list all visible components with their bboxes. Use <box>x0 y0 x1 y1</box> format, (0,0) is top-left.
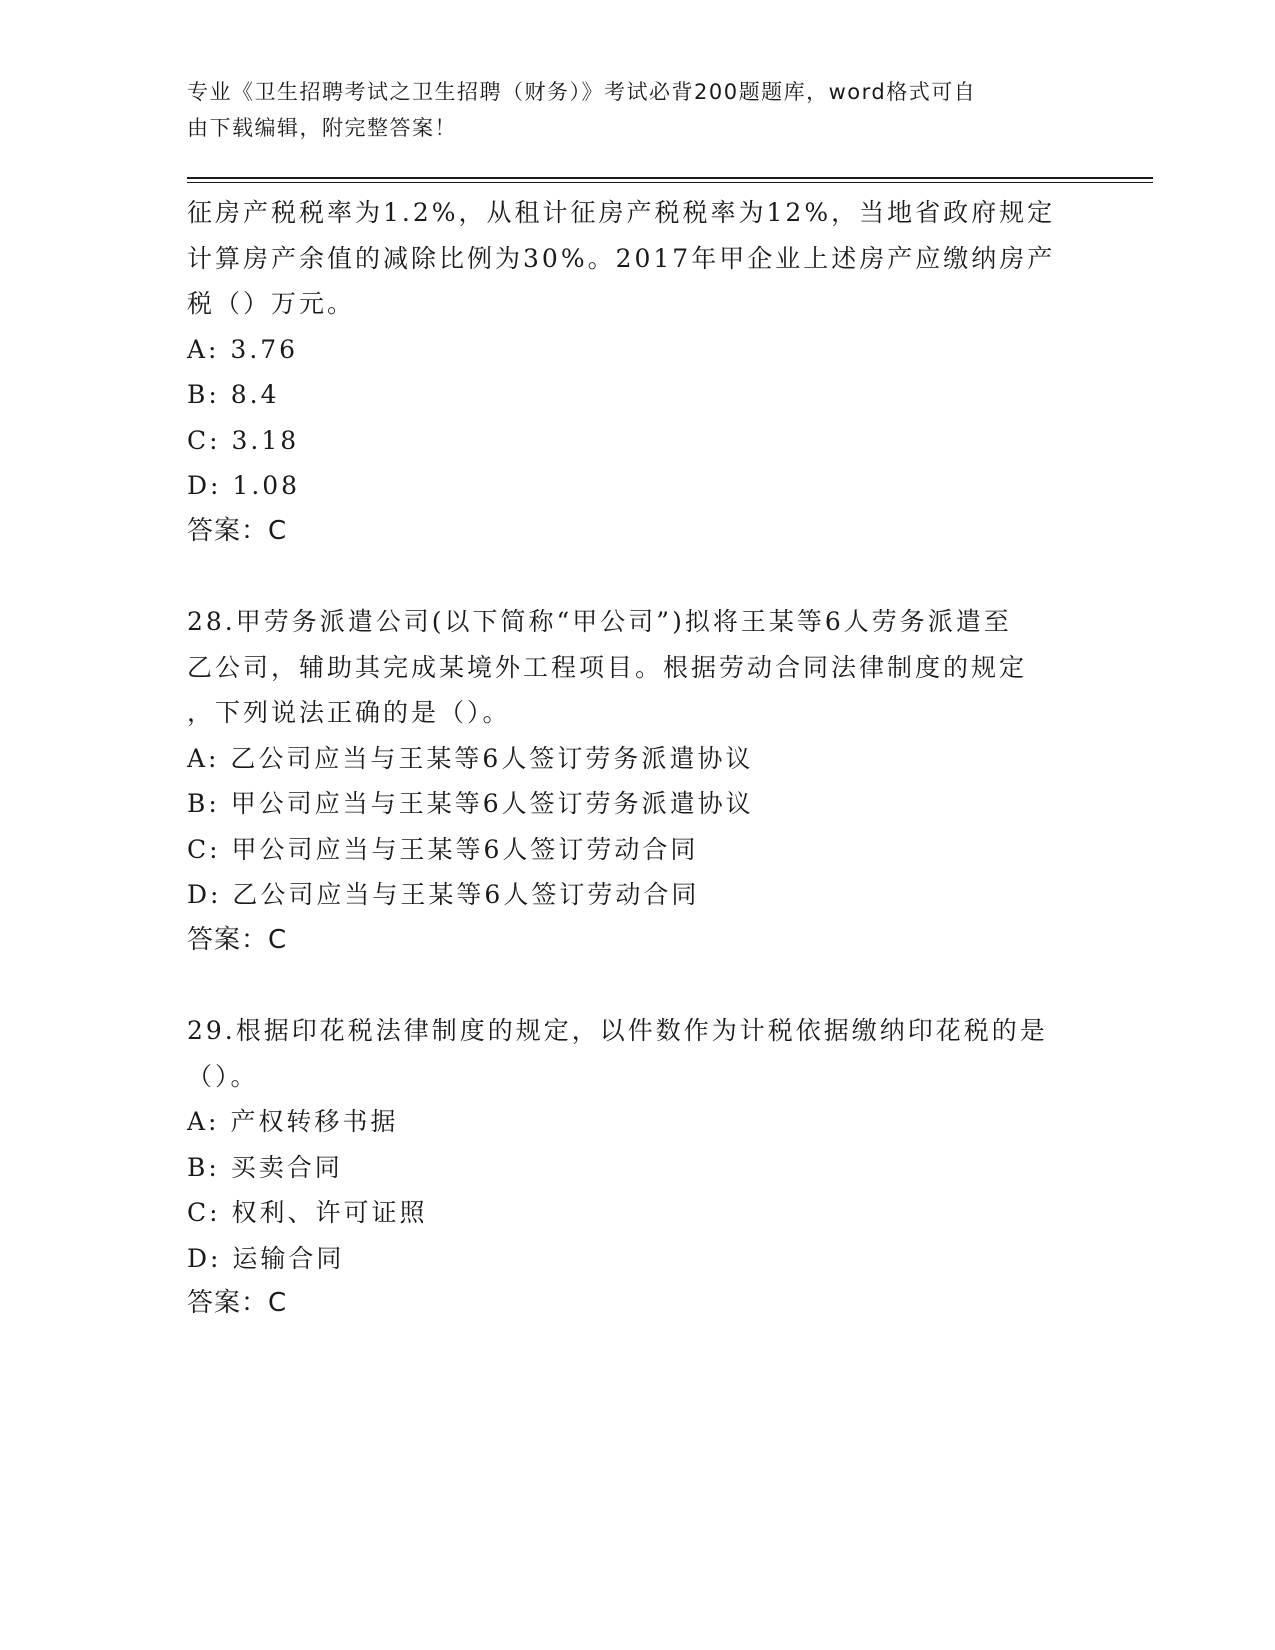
spacer <box>187 963 1087 1008</box>
option-d: D: 乙公司应当与王某等6人签订劳动合同 <box>187 880 700 909</box>
document-header <box>187 74 1067 146</box>
question-stem-line: 29.根据印花税法律制度的规定，以件数作为计税依据缴纳印花税的是 <box>187 1016 1048 1045</box>
option-c: C: 3.18 <box>187 425 300 455</box>
answer-label: 答案：C <box>187 1288 288 1318</box>
header-line-1: 专业《卫生招聘考试之卫生招聘（财务）》考试必背200题题库，word格式可自 <box>187 80 977 104</box>
option-a: A: 乙公司应当与王某等6人签订劳务派遣协议 <box>187 743 754 773</box>
option-a: A: 产权转移书据 <box>187 1107 399 1136</box>
question-stem-line: 28.甲劳务派遣公司(以下简称“甲公司”)拟将王某等6人劳务派遣至 <box>187 607 1012 636</box>
question-stem-line: 征房产税税率为1.2%，从租计征房产税税率为12%，当地省政府规定 <box>187 198 1056 227</box>
option-d: D: 运输合同 <box>187 1243 345 1273</box>
question-stem-line: （）。 <box>187 1061 259 1091</box>
header-line-2: 由下载编辑，附完整答案！ <box>187 116 457 140</box>
option-b: B: 8.4 <box>187 380 280 409</box>
option-b: B: 甲公司应当与王某等6人签订劳务派遣协议 <box>187 789 754 818</box>
question-stem-line: 计算房产余值的减除比例为30%。2017年甲企业上述房产应缴纳房产 <box>187 243 1056 273</box>
option-c: C: 权利、许可证照 <box>187 1198 428 1227</box>
option-a: A: 3.76 <box>187 334 299 364</box>
header-rule-thin <box>187 182 1153 183</box>
question-stem-line: ，下列说法正确的是（）。 <box>187 698 511 727</box>
question-stem-line: 税（）万元。 <box>187 289 356 318</box>
option-b: B: 买卖合同 <box>187 1152 343 1182</box>
question-27 <box>187 190 1087 554</box>
question-stem-line: 乙公司，辅助其完成某境外工程项目。根据劳动合同法律制度的规定 <box>187 652 1028 682</box>
option-c: C: 甲公司应当与王某等6人签订劳动合同 <box>187 834 699 864</box>
question-29 <box>187 1008 1087 1327</box>
spacer <box>187 554 1087 599</box>
question-28 <box>187 599 1087 963</box>
header-rule-thick <box>187 177 1153 179</box>
answer-label: 答案：C <box>187 515 288 546</box>
option-d: D: 1.08 <box>187 471 301 500</box>
answer-label: 答案：C <box>187 924 288 955</box>
question-list <box>187 190 1087 1327</box>
